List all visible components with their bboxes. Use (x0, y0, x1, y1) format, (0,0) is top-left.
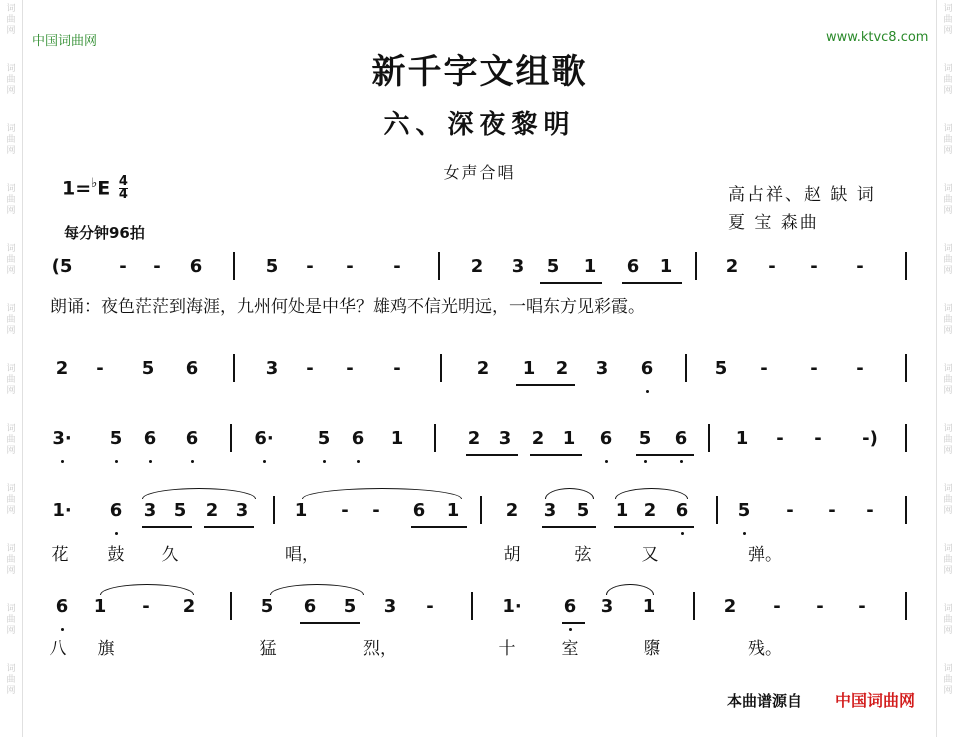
bar-line (695, 252, 697, 280)
watermark-item: 词 曲 网 (6, 544, 16, 576)
octave-dot (191, 460, 194, 463)
score-note: - (810, 256, 818, 277)
score-note: 6 (189, 256, 203, 277)
octave-dot (605, 460, 608, 463)
score-note: 3 (511, 256, 525, 277)
score-note: 2 (467, 428, 481, 449)
bar-line (905, 354, 907, 382)
score-note: 6 (640, 358, 654, 379)
score-note: 2 (205, 500, 219, 521)
slur-arc (606, 584, 654, 595)
beam-underline (562, 622, 585, 624)
score-note: 3 (543, 500, 557, 521)
octave-dot (357, 460, 360, 463)
lyric-syllable: 胡 (503, 545, 521, 565)
bar-line (230, 424, 232, 452)
score-note: 6 (626, 256, 640, 277)
score-note: 5 (260, 596, 274, 617)
score-note: 1 (659, 256, 673, 277)
score-note: 6 (109, 500, 123, 521)
watermark-item: 词 曲 网 (6, 184, 16, 216)
source-label: 本曲谱源自 (727, 692, 803, 710)
octave-dot (115, 532, 118, 535)
octave-dot (646, 390, 649, 393)
score-note: -) (862, 428, 878, 449)
score-note: - (393, 256, 401, 277)
bar-line (905, 592, 907, 620)
score-note: - (773, 596, 781, 617)
lyric-syllable: 八 (49, 639, 67, 659)
beam-underline (300, 622, 360, 624)
score-note: - (760, 358, 768, 379)
score-note: 5 (141, 358, 155, 379)
time-denominator: 4 (118, 187, 128, 203)
bar-line (480, 496, 482, 524)
score-note: - (810, 358, 818, 379)
narration-text: 朗诵：夜色茫茫到海涯，九州何处是中华？雄鸡不信光明远，一唱东方见彩霞。 (50, 297, 645, 317)
score-note: 5 (576, 500, 590, 521)
time-numerator: 4 (118, 174, 128, 190)
score-note: 5 (737, 500, 751, 521)
beam-underline (204, 526, 254, 528)
score-note: 6 (185, 358, 199, 379)
score-note: 2 (643, 500, 657, 521)
watermark-item: 词 曲 网 (943, 364, 953, 396)
bar-line (708, 424, 710, 452)
lyric-syllable: 十 (498, 639, 516, 659)
score-note: - (814, 428, 822, 449)
score-row-2 (40, 358, 920, 398)
site-name-header-left: 中国词曲网 (32, 34, 98, 49)
score-note: 6 (55, 596, 69, 617)
score-note: 6 (563, 596, 577, 617)
watermark-item: 词 曲 网 (6, 124, 16, 156)
bar-line (233, 354, 235, 382)
key-signature (62, 176, 128, 201)
score-note: - (341, 500, 349, 521)
score-note: 6 (185, 428, 199, 449)
bar-line (438, 252, 440, 280)
score-note: 2 (723, 596, 737, 617)
key-prefix: 1= (62, 177, 92, 200)
score-note: - (372, 500, 380, 521)
score-note: - (96, 358, 104, 379)
score-note: 5 (546, 256, 560, 277)
score-note: - (306, 358, 314, 379)
score-row-4 (40, 500, 920, 540)
score-note: 3 (235, 500, 249, 521)
lyrics-row-4 (40, 540, 920, 580)
site-url-header-right: www.ktvc8.com (826, 30, 929, 45)
lyric-syllable: 又 (641, 545, 659, 565)
watermark-item: 词 曲 网 (943, 424, 953, 456)
beam-underline (142, 526, 192, 528)
score-note: 1 (642, 596, 656, 617)
beam-underline (411, 526, 467, 528)
score-note: - (786, 500, 794, 521)
score-row-1 (40, 256, 920, 296)
bar-line (905, 252, 907, 280)
beam-underline (636, 454, 694, 456)
score-note: 6 (675, 500, 689, 521)
lyricist-credit: 高占祥、赵 缺 词 (728, 185, 876, 205)
score-note: 5 (109, 428, 123, 449)
watermark-item: 词 曲 网 (6, 484, 16, 516)
watermark-item: 词 曲 网 (943, 544, 953, 576)
score-note: - (776, 428, 784, 449)
bar-line (230, 592, 232, 620)
score-note: 2 (531, 428, 545, 449)
bar-line (233, 252, 235, 280)
score-note: 1· (502, 596, 522, 617)
score-note: 1 (522, 358, 536, 379)
score-note: 6 (599, 428, 613, 449)
score-note: 3 (143, 500, 157, 521)
lyric-syllable: 猛 (259, 639, 277, 659)
score-note: 1 (562, 428, 576, 449)
watermark-item: 词 曲 网 (943, 4, 953, 36)
song-subtitle: 六、深夜黎明 (383, 110, 576, 140)
watermark-item: 词 曲 网 (6, 424, 16, 456)
beam-underline (516, 384, 575, 386)
watermark-item: 词 曲 网 (6, 304, 16, 336)
score-row-3 (40, 428, 920, 468)
lyric-syllable: 鼓 (107, 545, 125, 565)
watermark-item: 词 曲 网 (6, 604, 16, 636)
slur-arc (100, 584, 194, 595)
score-note: 3 (498, 428, 512, 449)
score-note: - (346, 358, 354, 379)
key-letter: E (97, 177, 111, 200)
watermark-item: 词 曲 网 (943, 184, 953, 216)
watermark-item: 词 曲 网 (943, 64, 953, 96)
octave-dot (149, 460, 152, 463)
score-note: 1 (735, 428, 749, 449)
bar-line (273, 496, 275, 524)
score-note: 5 (714, 358, 728, 379)
score-note: - (119, 256, 127, 277)
lyric-syllable: 烈， (363, 639, 397, 659)
tempo-marking: 每分钟96拍 (64, 224, 145, 242)
score-note: 6 (143, 428, 157, 449)
beam-underline (542, 526, 596, 528)
flat-sign: ♭ (91, 176, 98, 191)
score-note: 6 (412, 500, 426, 521)
bar-line (440, 354, 442, 382)
score-note: 3 (265, 358, 279, 379)
lyric-syllable: 弦 (574, 545, 592, 565)
watermark-item: 词 曲 网 (943, 484, 953, 516)
score-note: 5 (265, 256, 279, 277)
slur-arc (302, 488, 462, 499)
octave-dot (61, 460, 64, 463)
score-note: 1 (390, 428, 404, 449)
beam-underline (530, 454, 582, 456)
watermark-item: 词 曲 网 (943, 124, 953, 156)
score-note: - (346, 256, 354, 277)
score-note: 1 (583, 256, 597, 277)
bar-line (693, 592, 695, 620)
score-note: - (153, 256, 161, 277)
score-note: - (393, 358, 401, 379)
score-note: - (768, 256, 776, 277)
score-note: 2 (555, 358, 569, 379)
score-note: 3 (383, 596, 397, 617)
score-note: 3 (595, 358, 609, 379)
beam-underline (614, 526, 694, 528)
octave-dot (61, 628, 64, 631)
composer-credit: 夏 宝 森曲 (728, 213, 819, 233)
octave-dot (680, 460, 683, 463)
score-note: 5 (173, 500, 187, 521)
beam-underline (622, 282, 682, 284)
octave-dot (569, 628, 572, 631)
score-note: 6 (303, 596, 317, 617)
score-note: - (856, 256, 864, 277)
watermark-item: 词 曲 网 (943, 244, 953, 276)
song-title: 新千字文组歌 (371, 52, 588, 92)
score-note: 6· (254, 428, 274, 449)
score-note: - (858, 596, 866, 617)
score-note: - (306, 256, 314, 277)
lyrics-row-5 (40, 634, 920, 674)
lyric-syllable: 花 (51, 545, 69, 565)
score-note: 3 (600, 596, 614, 617)
octave-dot (644, 460, 647, 463)
slur-arc (142, 488, 256, 499)
score-row-5 (40, 596, 920, 636)
bar-line (716, 496, 718, 524)
score-note: 2 (470, 256, 484, 277)
source-site: 中国词曲网 (835, 691, 916, 710)
bar-line (685, 354, 687, 382)
octave-dot (323, 460, 326, 463)
score-note: 1 (615, 500, 629, 521)
score-note: 5 (638, 428, 652, 449)
score-note: 1· (52, 500, 72, 521)
watermark-item: 词 曲 网 (6, 4, 16, 36)
score-note: - (142, 596, 150, 617)
watermark-item: 词 曲 网 (6, 64, 16, 96)
watermark-item: 词 曲 网 (6, 364, 16, 396)
watermark-item: 词 曲 网 (943, 664, 953, 696)
lyric-syllable: 唱， (285, 545, 319, 565)
octave-dot (681, 532, 684, 535)
octave-dot (115, 460, 118, 463)
voice-type: 女声合唱 (443, 163, 516, 182)
slur-arc (270, 584, 364, 595)
slur-arc (545, 488, 594, 499)
lyric-syllable: 室 (561, 639, 579, 659)
octave-dot (263, 460, 266, 463)
score-note: 1 (294, 500, 308, 521)
score-note: 2 (725, 256, 739, 277)
watermark-item: 词 曲 网 (6, 664, 16, 696)
score-note: - (828, 500, 836, 521)
lyric-syllable: 隳 (643, 639, 661, 659)
score-note: 2 (182, 596, 196, 617)
score-note: 2 (476, 358, 490, 379)
time-signature (119, 176, 128, 201)
lyric-syllable: 旗 (97, 639, 115, 659)
score-note: 5 (343, 596, 357, 617)
watermark-item: 词 曲 网 (943, 304, 953, 336)
score-note: - (816, 596, 824, 617)
score-note: 2 (55, 358, 69, 379)
bar-line (434, 424, 436, 452)
score-note: - (866, 500, 874, 521)
bar-line (471, 592, 473, 620)
score-note: 6 (351, 428, 365, 449)
score-note: 1 (446, 500, 460, 521)
score-note: 6 (674, 428, 688, 449)
bar-line (905, 496, 907, 524)
score-note: - (426, 596, 434, 617)
watermark-item: 词 曲 网 (6, 244, 16, 276)
slur-arc (615, 488, 688, 499)
score-note: (5 (51, 256, 73, 277)
octave-dot (743, 532, 746, 535)
bar-line (905, 424, 907, 452)
score-note: 2 (505, 500, 519, 521)
beam-underline (466, 454, 518, 456)
lyric-syllable: 久 (161, 545, 179, 565)
score-note: 1 (93, 596, 107, 617)
beam-underline (540, 282, 602, 284)
score-note: 5 (317, 428, 331, 449)
lyric-syllable: 弹。 (748, 545, 782, 565)
score-note: 3· (52, 428, 72, 449)
watermark-item: 词 曲 网 (943, 604, 953, 636)
score-note: - (856, 358, 864, 379)
lyric-syllable: 残。 (748, 639, 782, 659)
